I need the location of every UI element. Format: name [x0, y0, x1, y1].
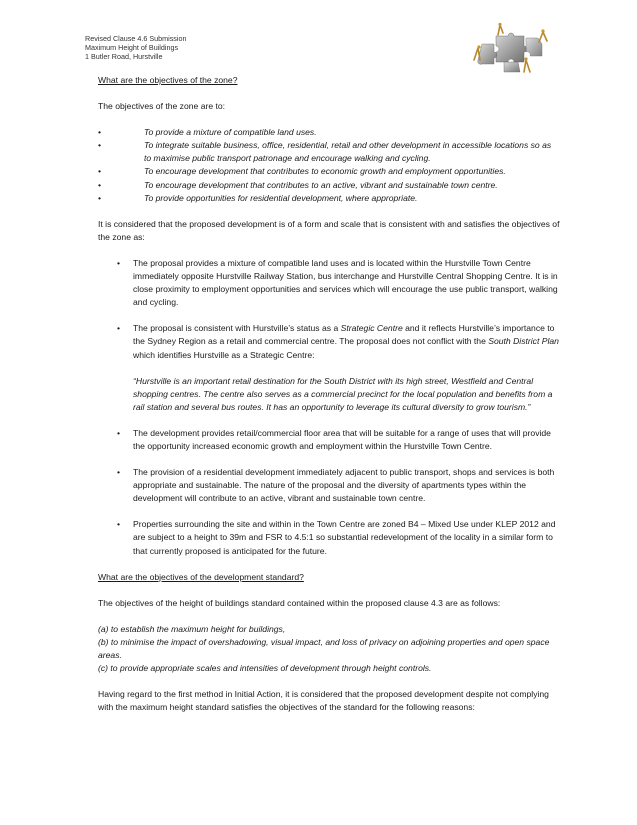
list-item: • To integrate suitable business, office, residential, retail and other development in accessible locations so as to maximise public transport patronage and encourage walking and cycling.: [98, 140, 552, 164]
bullet-icon: •: [98, 127, 102, 138]
consistency-statement: It is considered that the proposed development is of a form and scale that is consistent with and satisfies the objectives of the zone as:: [98, 218, 560, 242]
list-item: • The development provides retail/commercial floor area that will be suitable for a range of uses that will provide the opportunity increased economic growth and employment within the Hurstville Town Centre.: [117, 427, 551, 451]
puzzle-figures-logo-icon: [468, 22, 558, 77]
list-item: • The provision of a residential development immediately adjacent to public transport, shops and services is both appropriate and sustainable. The nature of the proposal and the diversity of apartments types within the development will contribute to an active, vibrant and sustainable town centre.: [117, 467, 555, 504]
standard-objectives-intro: The objectives of the height of buildings standard contained within the proposed clause 4.3 are as follows:: [98, 597, 501, 608]
justification-list: [98, 257, 560, 558]
document-header: [85, 34, 186, 62]
bullet-icon: •: [98, 166, 102, 177]
district-plan-quote: “Hurstville is an important retail destination for the South District with its high street, Westfield and Central shopping centres. The centre also serves as a commercial precinct for the local population and benefits from a rail station and several bus routes. It has an opportunity to leverage its cultural diversity to grow tourism.”: [133, 375, 553, 412]
bullet-icon: •: [117, 519, 121, 530]
list-item: • Properties surrounding the site and within in the Town Centre are zoned B4 – Mixed Use under KLEP 2012 and are subject to a height to 39m and FSR to 4.5:1 so substantial redevelopment of the locality in a similar form to that currently proposed is anticipated for the future.: [117, 519, 556, 556]
bullet-icon: •: [98, 140, 102, 151]
bullet-icon: •: [117, 467, 121, 478]
conclusion-paragraph: Having regard to the first method in Initial Action, it is considered that the proposed development despite not complying with the maximum height standard satisfies the objectives of the standard for the following reasons:: [98, 689, 549, 713]
bullet-icon: •: [117, 427, 121, 438]
list-item: • To encourage development that contributes to an active, vibrant and sustainable town centre.: [98, 179, 560, 192]
bullet-icon: •: [98, 179, 102, 190]
bullet-icon: •: [117, 257, 121, 268]
list-item: • The proposal is consistent with Hurstville’s status as a Strategic Centre and it reflects Hurstville’s importance to the Sydney Region as a retail and commercial centre. The proposal does not conflict with the South District Plan which identifies Hurstville as a Strategic Centre: “Hurstville is an important retail destination for the South District with its high street, Westfield and Central shopping centres. The centre also serves as a commercial precinct for the local population and benefits from a rail station and several bus routes. It has an opportunity to leverage its cultural diversity to grow tourism.”: [98, 322, 560, 414]
list-item: (b) to minimise the impact of overshadowing, visual impact, and loss of privacy on adjoining properties and open space areas.: [98, 636, 550, 660]
list-item: • To encourage development that contributes to economic growth and employment opportunities.: [98, 165, 560, 178]
header-line-subject: Maximum Height of Buildings: [85, 43, 179, 53]
bullet-icon: •: [98, 192, 102, 203]
list-item: (a) to establish the maximum height for buildings,: [98, 623, 286, 634]
header-line-title: Revised Clause 4.6 Submission: [85, 34, 187, 43]
list-item: • To provide a mixture of compatible land uses.: [98, 126, 560, 139]
document-body: [98, 74, 560, 714]
list-item: • To provide opportunities for residential development, where appropriate.: [98, 192, 560, 205]
zone-objectives-intro: The objectives of the zone are to:: [98, 101, 226, 112]
heading-zone-objectives: What are the objectives of the zone?: [98, 75, 238, 85]
zone-objectives-list: [98, 126, 560, 205]
header-line-address: 1 Butler Road, Hurstville: [85, 52, 163, 62]
heading-standard-objectives: What are the objectives of the development standard?: [98, 571, 304, 582]
standard-objectives-list: [98, 623, 560, 675]
bullet-icon: •: [117, 323, 121, 334]
list-item: (c) to provide appropriate scales and intensities of development through height controls.: [98, 663, 432, 674]
list-item: • The proposal provides a mixture of compatible land uses and is located within the Hurstville Town Centre immediately opposite Hurstville Railway Station, bus interchange and Hurstville Central Shopping Centre. It is in close proximity to employment opportunities and services which will encourage the use public transport, walking and cycling.: [117, 257, 558, 308]
